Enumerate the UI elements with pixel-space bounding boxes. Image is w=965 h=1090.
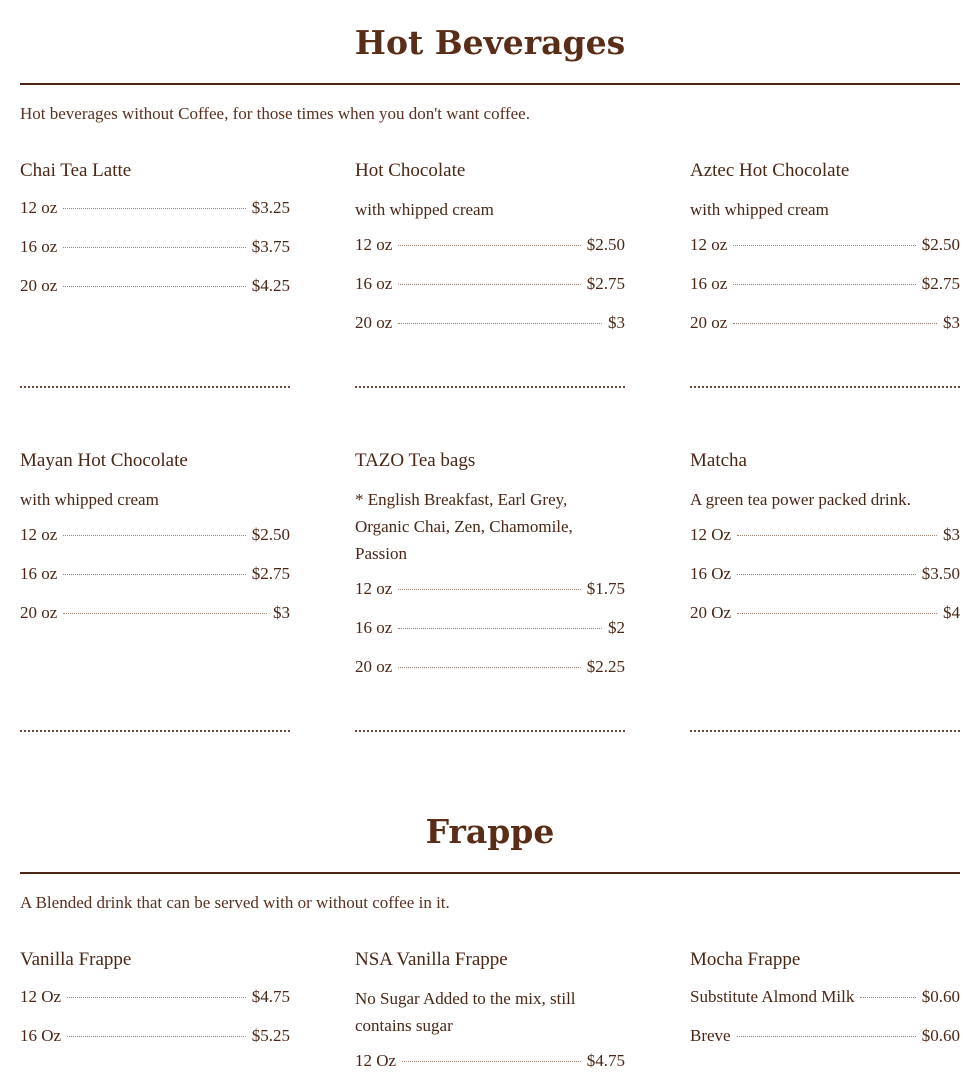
price-row (20, 276, 290, 315)
dot-leader (737, 574, 916, 575)
price-value: $3.75 (251, 237, 290, 256)
menu-item-mayan-hot-chocolate (20, 449, 290, 642)
size-label: 20 oz (355, 657, 393, 676)
price-row (690, 987, 960, 1026)
dot-leader (398, 628, 602, 629)
size-label: 20 Oz (690, 603, 732, 622)
price-row (355, 235, 625, 274)
section-description: Hot beverages without Coffee, for those times when you don't want coffee. (20, 104, 530, 123)
size-label: 12 Oz (20, 987, 62, 1006)
dot-leader (398, 284, 580, 285)
section-description: A Blended drink that can be served with or without coffee in it. (20, 893, 450, 912)
dot-leader (398, 323, 602, 324)
dot-leader (398, 245, 580, 246)
item-name: Hot Chocolate (355, 160, 466, 181)
size-label: 16 Oz (690, 564, 732, 583)
item-description: No Sugar Added to the mix, still contains sugar (355, 989, 576, 1035)
dot-leader (63, 286, 245, 287)
size-label: 12 Oz (355, 1051, 397, 1070)
size-label: 20 oz (690, 313, 728, 332)
size-label: 20 oz (20, 276, 58, 295)
price-value: $4.25 (251, 276, 290, 295)
price-value: $3.25 (251, 198, 290, 217)
menu-item-hot-chocolate (355, 159, 625, 352)
dot-leader (737, 535, 937, 536)
price-row (20, 237, 290, 276)
menu-item-vanilla-frappe (20, 948, 290, 1065)
menu-item-tazo-tea-bags (355, 449, 625, 696)
item-description: A green tea power packed drink. (690, 490, 911, 509)
item-description: with whipped cream (355, 200, 494, 219)
size-label: 12 oz (355, 235, 393, 254)
price-row (20, 603, 290, 642)
price-value: $4 (943, 603, 960, 622)
dot-leader (398, 589, 580, 590)
size-label: Substitute Almond Milk (690, 987, 855, 1006)
size-label: 20 oz (355, 313, 393, 332)
size-label: 12 oz (20, 525, 58, 544)
item-description: * English Breakfast, Earl Grey, Organic Chai, Zen, Chamomile, Passion (355, 490, 573, 563)
dot-leader (67, 1036, 246, 1037)
dot-leader (860, 997, 915, 998)
size-label: 12 oz (355, 579, 393, 598)
item-name: Matcha (690, 450, 747, 471)
dot-leader (733, 245, 915, 246)
dot-leader (63, 247, 245, 248)
price-row (355, 618, 625, 657)
price-row (355, 579, 625, 618)
size-label: 12 oz (690, 235, 728, 254)
section-title-frappe: Frappe (425, 812, 555, 851)
dot-leader (402, 1061, 581, 1062)
section-title-hot-beverages: Hot Beverages (354, 23, 626, 62)
item-description: with whipped cream (20, 490, 159, 509)
price-value: $0.60 (921, 1026, 960, 1045)
price-value: $3 (273, 603, 290, 622)
item-separator (690, 386, 960, 388)
item-name: Vanilla Frappe (20, 949, 132, 970)
item-name: Mocha Frappe (690, 949, 801, 970)
dot-leader (63, 613, 267, 614)
price-value: $2.75 (586, 274, 625, 293)
price-row (355, 657, 625, 696)
size-label: 12 Oz (690, 525, 732, 544)
price-value: $2.25 (586, 657, 625, 676)
dot-leader (67, 997, 246, 998)
price-row (20, 525, 290, 564)
size-label: 16 oz (690, 274, 728, 293)
section-divider (20, 83, 960, 85)
item-separator (20, 386, 290, 388)
item-name: TAZO Tea bags (355, 450, 476, 471)
price-value: $4.75 (251, 987, 290, 1006)
dot-leader (733, 284, 915, 285)
menu-item-matcha (690, 449, 960, 642)
price-value: $2.75 (251, 564, 290, 583)
price-row (20, 987, 290, 1026)
dot-leader (737, 1036, 916, 1037)
price-row (690, 235, 960, 274)
price-row (20, 1026, 290, 1065)
item-separator (355, 730, 625, 732)
price-value: $2.50 (586, 235, 625, 254)
price-value: $2.50 (921, 235, 960, 254)
price-value: $1.75 (586, 579, 625, 598)
dot-leader (737, 613, 937, 614)
size-label: 16 oz (355, 274, 393, 293)
price-row (690, 603, 960, 642)
size-label: 20 oz (20, 603, 58, 622)
item-separator (355, 386, 625, 388)
menu-item-chai-tea-latte (20, 159, 290, 315)
price-row (355, 274, 625, 313)
size-label: 16 oz (20, 564, 58, 583)
price-row (690, 1026, 960, 1065)
size-label: Breve (690, 1026, 731, 1045)
price-value: $3 (943, 313, 960, 332)
price-value: $4.75 (586, 1051, 625, 1070)
price-value: $5.25 (251, 1026, 290, 1045)
dot-leader (398, 667, 580, 668)
price-row (20, 564, 290, 603)
menu-item-nsa-vanilla-frappe (355, 948, 625, 1090)
price-value: $2.75 (921, 274, 960, 293)
menu-item-aztec-hot-chocolate (690, 159, 960, 352)
price-row (355, 313, 625, 352)
item-separator (690, 730, 960, 732)
section-divider (20, 872, 960, 874)
price-row (690, 274, 960, 313)
dot-leader (63, 535, 245, 536)
size-label: 16 Oz (20, 1026, 62, 1045)
price-value: $3 (943, 525, 960, 544)
price-row (690, 313, 960, 352)
item-description: with whipped cream (690, 200, 829, 219)
size-label: 16 oz (355, 618, 393, 637)
dot-leader (63, 574, 245, 575)
item-separator (20, 730, 290, 732)
size-label: 12 oz (20, 198, 58, 217)
price-value: $0.60 (921, 987, 960, 1006)
dot-leader (733, 323, 937, 324)
price-row (690, 525, 960, 564)
price-value: $3.50 (921, 564, 960, 583)
price-value: $3 (608, 313, 625, 332)
price-row (20, 198, 290, 237)
dot-leader (63, 208, 245, 209)
price-value: $2 (608, 618, 625, 637)
price-row (355, 1051, 625, 1090)
item-name: Chai Tea Latte (20, 160, 132, 181)
price-value: $2.50 (251, 525, 290, 544)
item-name: Mayan Hot Chocolate (20, 450, 188, 471)
price-row (690, 564, 960, 603)
item-name: Aztec Hot Chocolate (690, 160, 850, 181)
menu-item-mocha-frappe (690, 948, 960, 1065)
item-name: NSA Vanilla Frappe (355, 949, 508, 970)
size-label: 16 oz (20, 237, 58, 256)
